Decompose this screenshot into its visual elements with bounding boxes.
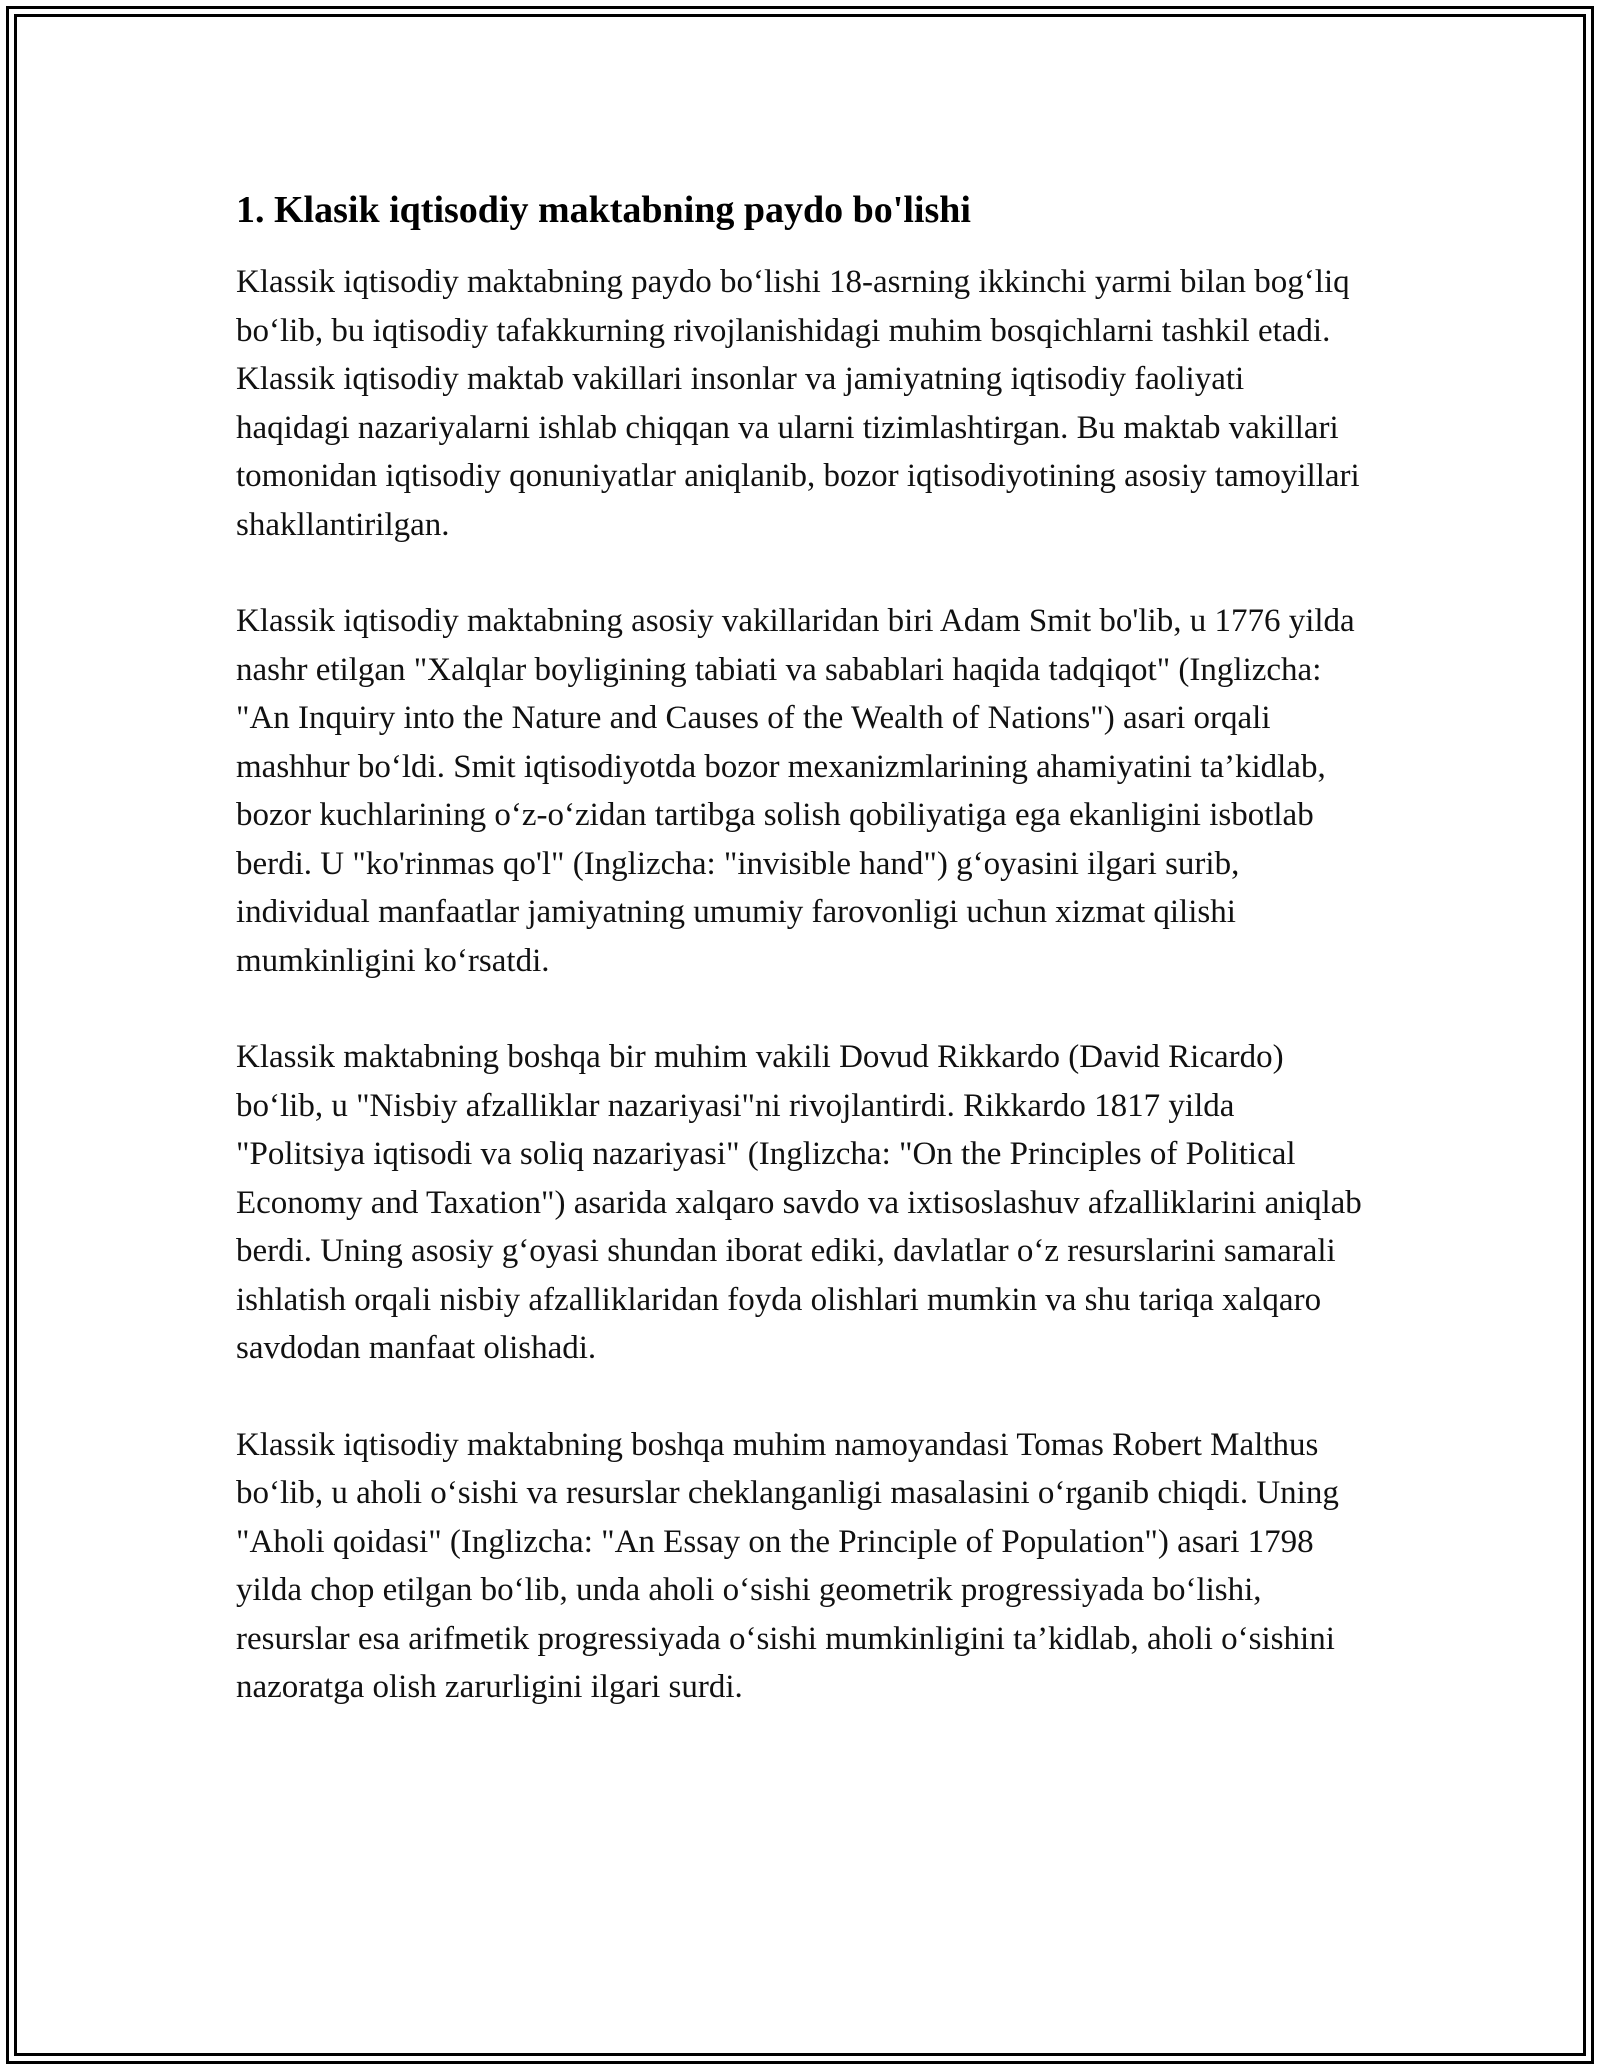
paragraph-adam-smith: Klassik iqtisodiy maktabning asosiy vakillaridan biri Adam Smit bo'lib, u 1776 yilda nashr etilgan "Xalqlar boyligining tabiati va sabablari haqida tadqiqot" (Inglizcha: "An Inquiry into the Nature and Causes of the Wealth of Nations") asari orqali mashhur bo‘ldi. Smit iqtisodiyotda bozor mexanizmlarining ahamiyatini ta’kidlab, bozor kuchlarining o‘z-o‘zidan tartibga solish qobiliyatiga ega ekanligini isbotlab berdi. U "ko'rinmas qo'l" (Inglizcha: "invisible hand") g‘oyasini ilgari surib, individual manfaatlar jamiyatning umumiy farovonligi uchun xizmat qilishi mumkinligini ko‘rsatdi. — [236, 603, 1355, 979]
document-body — [236, 186, 1366, 1760]
paragraph-david-ricardo: Klassik maktabning boshqa bir muhim vakili Dovud Rikkardo (David Ricardo) bo‘lib, u "Nisbiy afzalliklar nazariyasi"ni rivojlantirdi. Rikkardo 1817 yilda "Politsiya iqtisodi va soliq nazariyasi" (Inglizcha: "On the Principles of Political Economy and Taxation") asarida xalqaro savdo va ixtisoslashuv afzalliklarini aniqlab berdi. Uning asosiy g‘oyasi shundan iborat ediki, davlatlar o‘z resurslarini samarali ishlatish orqali nisbiy afzalliklaridan foyda olishlari mumkin va shu tariqa xalqaro savdodan manfaat olishadi. — [236, 1039, 1362, 1366]
section-heading: 1. Klasik iqtisodiy maktabning paydo bo'lishi — [236, 189, 971, 231]
paragraph-intro: Klassik iqtisodiy maktabning paydo bo‘lishi 18-asrning ikkinchi yarmi bilan bog‘liq bo‘lib, bu iqtisodiy tafakkurning rivojlanishidagi muhim bosqichlarni tashkil etadi. Klassik iqtisodiy maktab vakillari insonlar va jamiyatning iqtisodiy faoliyati haqidagi nazariyalarni ishlab chiqqan va ularni tizimlashtirgan. Bu maktab vakillari tomonidan iqtisodiy qonuniyatlar aniqlanib, bozor iqtisodiyotining asosiy tamoyillari shakllantirilgan. — [236, 264, 1360, 543]
paragraph-malthus: Klassik iqtisodiy maktabning boshqa muhim namoyandasi Tomas Robert Malthus bo‘lib, u aholi o‘sishi va resurslar cheklanganligi masalasini o‘rganib chiqdi. Uning "Aholi qoidasi" (Inglizcha: "An Essay on the Principle of Population") asari 1798 yilda chop etilgan bo‘lib, unda aholi o‘sishi geometrik progressiyada bo‘lishi, resurslar esa arifmetik progressiyada o‘sishi mumkinligini ta’kidlab, aholi o‘sishini nazoratga olish zarurligini ilgari surdi. — [236, 1426, 1339, 1705]
